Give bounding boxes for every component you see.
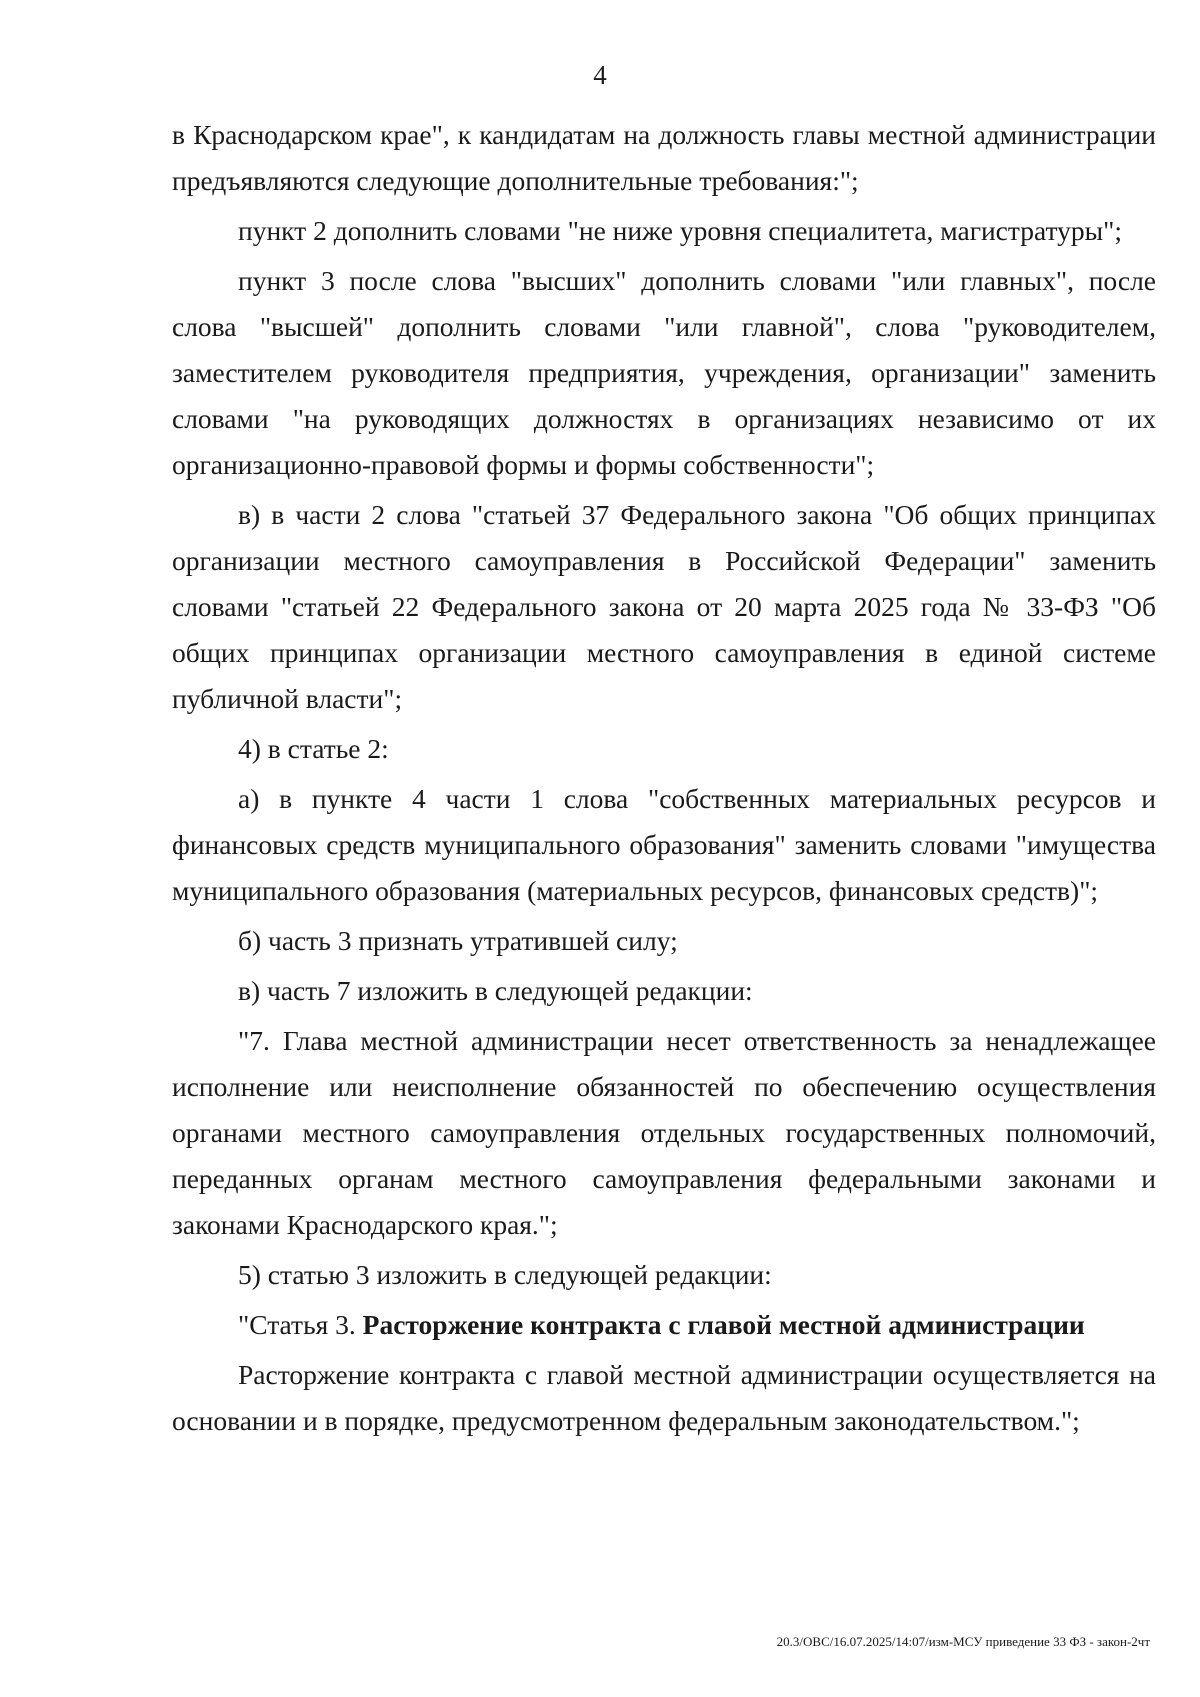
paragraph: пункт 3 после слова "высших" дополнить словами "или главных", после слова "высшей" дополнить словами "или главной", слова "руководителем, заместителем руководителя предприятия, учреждения, организации" заменить словами "на руководящих должностях в организациях независимо от их организационно-правовой формы и формы собственности"; [172, 265, 1156, 480]
article-heading-prefix: "Статья 3. [238, 1309, 363, 1340]
paragraph: "7. Глава местной администрации несет ответственность за ненадлежащее исполнение или неисполнение обязанностей по обеспечению осуществления органами местного самоуправления отдельных государственных полномочий, переданных органам местного самоуправления федеральными законами и законами Краснодарского края."; [172, 1025, 1156, 1240]
paragraph: пункт 2 дополнить словами "не ниже уровня специалитета, магистратуры"; [238, 215, 1122, 246]
article-heading [172, 1302, 1156, 1348]
document-body [172, 112, 1156, 1448]
paragraph: в) часть 7 изложить в следующей редакции: [238, 975, 753, 1006]
paragraph-continuation: в Краснодарском крае", к кандидатам на должность главы местной администрации предъявляются следующие дополнительные требования:"; [172, 119, 1156, 196]
document-footer: 20.3/ОВС/16.07.2025/14:07/изм-МСУ приведение 33 ФЗ - закон-2чт [776, 1634, 1150, 1649]
paragraph: 5) статью 3 изложить в следующей редакции: [238, 1259, 772, 1290]
paragraph: 4) в статье 2: [238, 733, 389, 764]
paragraph: Расторжение контракта с главой местной администрации осуществляется на основании и в порядке, предусмотренном федеральным законодательством."; [172, 1359, 1156, 1436]
paragraph: в) в части 2 слова "статьей 37 Федерального закона "Об общих принципах организации местного самоуправления в Российской Федерации" заменить словами "статьей 22 Федерального закона от 20 марта 2025 года № 33-ФЗ "Об общих принципах организации местного самоуправления в единой системе публичной власти"; [172, 499, 1156, 714]
page-number: 4 [593, 60, 607, 90]
paragraph: а) в пункте 4 части 1 слова "собственных материальных ресурсов и финансовых средств муниципального образования" заменить словами "имущества муниципального образования (материальных ресурсов, финансовых средств)"; [172, 783, 1156, 906]
article-heading-title: Расторжение контракта с главой местной администрации [362, 1309, 1085, 1340]
paragraph: б) часть 3 признать утратившей силу; [238, 925, 678, 956]
